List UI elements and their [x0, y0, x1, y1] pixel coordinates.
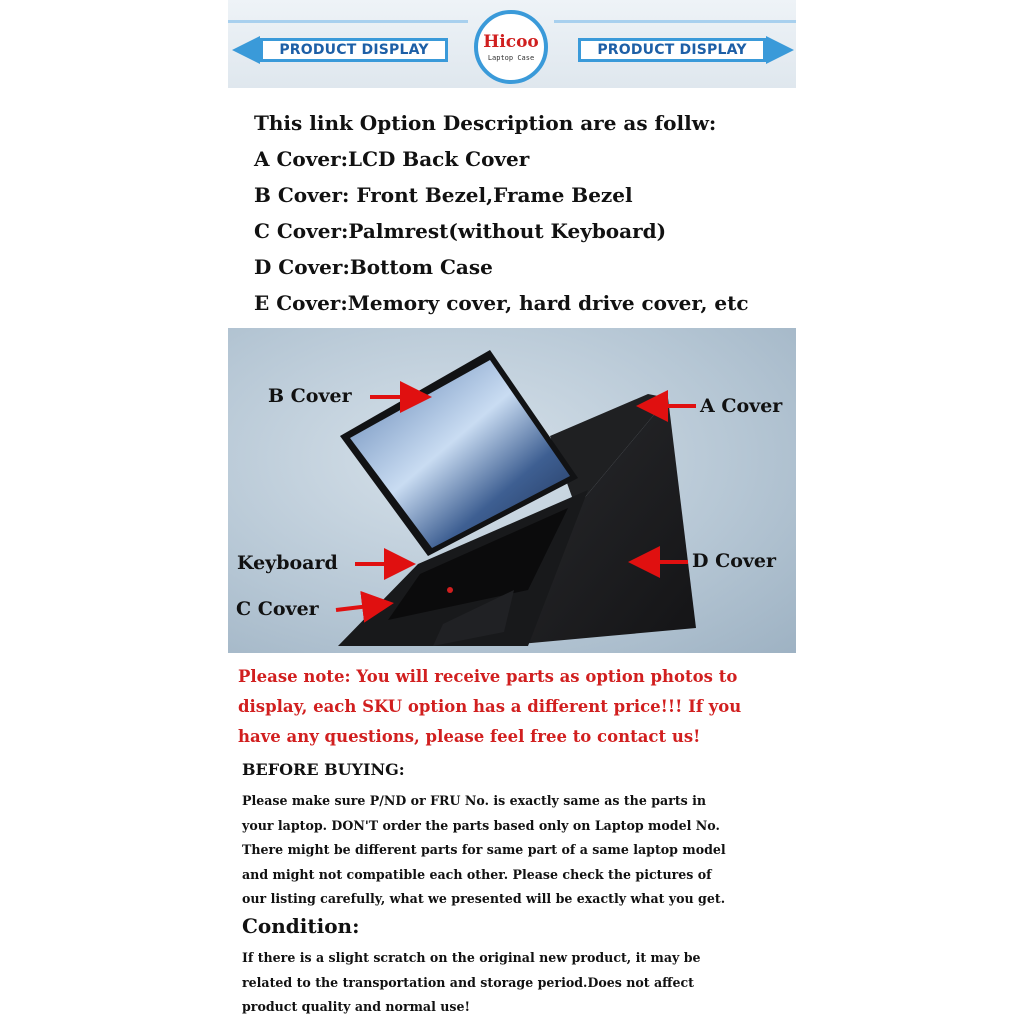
d-cover-label: D Cover — [692, 550, 777, 572]
before-buying-line: There might be different parts for same part of a same laptop model — [242, 842, 726, 857]
banner-stripe-right — [554, 20, 796, 23]
b-cover-label: B Cover — [268, 385, 352, 407]
before-buying-line: Please make sure P/ND or FRU No. is exactly same as the parts in — [242, 793, 707, 808]
option-line-d: D Cover:Bottom Case — [254, 255, 493, 279]
a-cover-label: A Cover — [700, 395, 783, 417]
option-line-c: C Cover:Palmrest(without Keyboard) — [254, 219, 667, 243]
right-arrow-icon — [766, 36, 794, 64]
option-line-a: A Cover:LCD Back Cover — [254, 147, 530, 171]
condition-line: product quality and normal use! — [242, 999, 471, 1014]
hicoo-logo — [474, 10, 548, 84]
banner-ribbon-right — [578, 38, 794, 62]
left-arrow-icon — [232, 36, 260, 64]
note-line: Please note: You will receive parts as option photos to — [238, 667, 738, 686]
before-buying-text — [242, 789, 726, 912]
banner-stripe-left — [228, 20, 468, 23]
please-note — [238, 662, 798, 752]
logo-subtitle: Laptop Case — [487, 53, 535, 62]
before-buying-line: and might not compatible each other. Please check the pictures of — [242, 866, 712, 882]
logo-name: Hicoo — [483, 31, 539, 52]
laptop-diagram-photo — [228, 328, 796, 653]
keyboard-label: Keyboard — [237, 552, 338, 574]
before-buying-heading: BEFORE BUYING: — [242, 760, 405, 779]
condition-heading: Condition: — [242, 914, 360, 938]
c-cover-label: C Cover — [236, 598, 319, 620]
before-buying-line: our listing carefully, what we presented will be exactly what you get. — [242, 891, 726, 906]
trackpoint-icon — [447, 587, 453, 593]
before-buying-line: your laptop. DON'T order the parts based only on Laptop model No. — [242, 817, 720, 833]
option-description-title: This link Option Description are as follw: — [254, 111, 717, 135]
condition-line: If there is a slight scratch on the original new product, it may be — [242, 950, 701, 965]
product-display-banner — [228, 0, 796, 88]
note-line: display, each SKU option has a different price!!! If you — [238, 697, 742, 716]
condition-line: related to the transportation and storage period.Does not affect — [242, 974, 695, 990]
option-description — [254, 108, 749, 324]
condition-text — [242, 946, 701, 1020]
banner-left-label: PRODUCT DISPLAY — [260, 38, 448, 62]
banner-right-label: PRODUCT DISPLAY — [578, 38, 766, 62]
option-line-b: B Cover: Front Bezel,Frame Bezel — [254, 183, 633, 207]
banner-ribbon-left — [232, 38, 448, 62]
note-line: have any questions, please feel free to contact us! — [238, 727, 701, 746]
option-line-e: E Cover:Memory cover, hard drive cover, etc — [254, 291, 749, 315]
